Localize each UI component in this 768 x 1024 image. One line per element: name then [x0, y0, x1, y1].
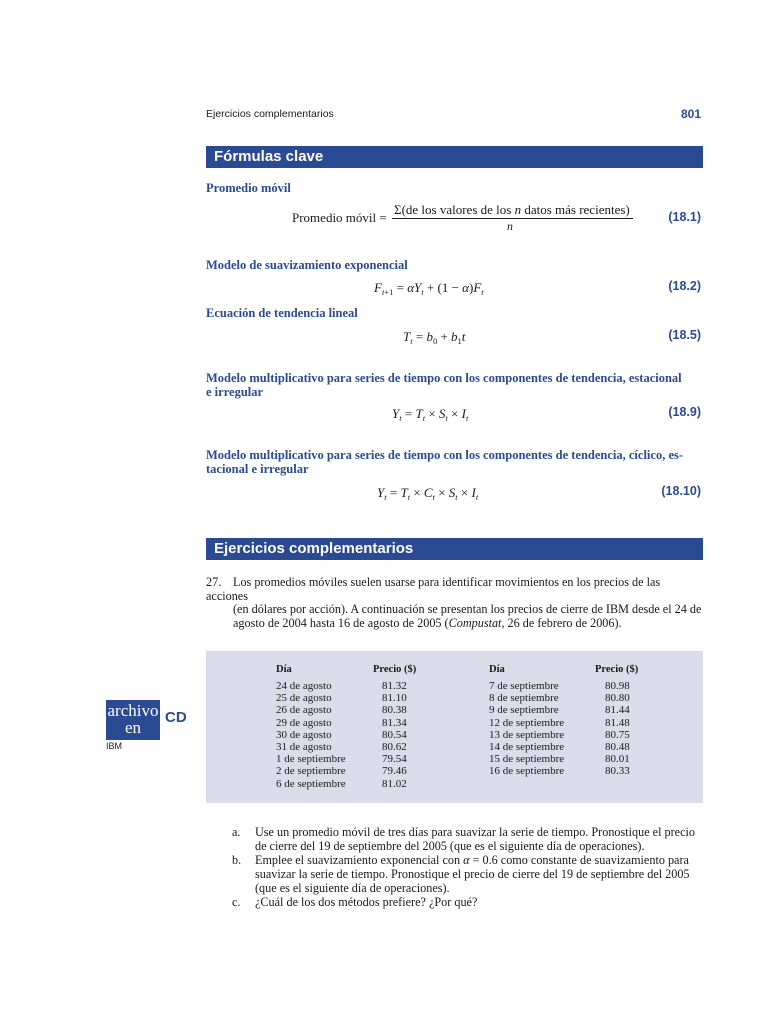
table-row: 2 de septiembre 79.46: [276, 765, 407, 778]
equation-exponential-smoothing: $F_{t+1} = \alpha Y_t + (1 - \alpha)F_t$: [374, 280, 484, 297]
equation-number: (18.10): [661, 484, 701, 498]
formula-heading-multiplicative-tsi-cont: e irregular: [206, 385, 264, 399]
exercise-27-text: 27. Los promedios móviles suelen usarse para identificar movimientos en los precios de las acciones (en dólares por acción). A continuación se presentan los precios de cierre de IBM desde el 24 de agosto de 2004 hasta 16 de agosto de 2005 (Compustat, 26 de febrero de 2006).: [206, 575, 702, 630]
table-row: 30 de agosto 80.54: [276, 728, 407, 741]
equation-number: (18.1): [668, 210, 701, 224]
table-row: 13 de septiembre 80.75: [489, 728, 630, 741]
section-title-formulas: Fórmulas clave: [206, 146, 703, 168]
table-left-column: [276, 680, 407, 790]
equation-multiplicative-tcsi: $Y_t = T_t \times C_t \times S_t \times I_t$: [377, 485, 479, 502]
table-header-day: Día: [276, 664, 292, 675]
table-row: 15 de septiembre 80.01: [489, 753, 630, 766]
table-header-price: Precio ($): [373, 664, 417, 675]
table-header-price: Precio ($): [595, 664, 639, 675]
table-right-column: [489, 680, 630, 778]
exercise-number: 27.: [206, 575, 222, 589]
part-a-text: Use un promedio móvil de tres días para suavizar la serie de tiempo. Pronostique el precio de cierre del 19 de septiembre del 2005 (que es el siguiente día de operaciones).: [255, 825, 695, 853]
formula-heading-exponential: Modelo de suavizamiento exponencial: [206, 258, 408, 272]
table-row: 25 de agosto 81.10: [276, 692, 407, 705]
table-row: 14 de septiembre 80.48: [489, 741, 630, 754]
table-row: 24 de agosto 81.32: [276, 680, 407, 692]
moving-average-lhs: Promedio móvil =: [292, 210, 387, 225]
running-head: Ejercicios complementarios: [206, 108, 334, 120]
table-row: 9 de septiembre 81.44: [489, 704, 630, 717]
cd-file-name: IBM: [106, 741, 123, 751]
part-label: a.: [232, 825, 241, 839]
formula-heading-linear-trend: Ecuación de tendencia lineal: [206, 306, 358, 320]
equation-number: (18.5): [668, 328, 701, 342]
source-citation: Compustat: [448, 615, 502, 630]
table-row: 1 de septiembre 79.54: [276, 753, 407, 766]
table-row: 7 de septiembre 80.98: [489, 680, 630, 692]
table-row: 31 de agosto 80.62: [276, 741, 407, 754]
formula-heading-multiplicative-tcsi: Modelo multiplicativo para series de tiempo con los componentes de tendencia, cíclico, es-: [206, 448, 684, 462]
page-number: 801: [680, 107, 701, 121]
table-row: 8 de septiembre 80.80: [489, 692, 630, 705]
table-row: 26 de agosto 80.38: [276, 704, 407, 717]
table-row: 16 de septiembre 80.33: [489, 765, 630, 778]
table-row: 29 de agosto 81.34: [276, 716, 407, 729]
section-title-exercises: Ejercicios complementarios: [206, 538, 703, 560]
part-c-text: ¿Cuál de los dos métodos prefiere? ¿Por qué?: [255, 895, 478, 909]
equation-number: (18.9): [668, 405, 701, 419]
table-row: 6 de septiembre 81.02: [276, 777, 407, 790]
equation-number: (18.2): [668, 279, 701, 293]
part-label: b.: [232, 853, 242, 867]
moving-average-numerator: Σ(de los valores de los n datos más recientes): [394, 202, 630, 217]
cd-file-badge: archivo en: [106, 700, 160, 740]
cd-label: CD: [165, 709, 187, 726]
formula-heading-moving-average: Promedio móvil: [206, 181, 291, 195]
part-b-text: Emplee el suavizamiento exponencial con α = 0.6 como constante de suavizamiento para suavizar la serie de tiempo. Pronostique el precio de cierre del 19 de septiembre del 2005 (que es el siguiente día de operaciones).: [255, 853, 690, 895]
formula-heading-multiplicative-tcsi-cont: tacional e irregular: [206, 462, 309, 476]
equation-linear-trend: $T_t = b_0 + b_1t$: [403, 329, 466, 346]
equation-multiplicative-tsi: $Y_t = T_t \times S_t \times I_t$: [392, 406, 469, 423]
formula-heading-multiplicative-tsi: Modelo multiplicativo para series de tiempo con los componentes de tendencia, estacional: [206, 371, 682, 385]
table-row: 12 de septiembre 81.48: [489, 716, 630, 729]
part-label: c.: [232, 895, 241, 909]
moving-average-denominator: n: [507, 219, 513, 233]
table-header-day: Día: [489, 664, 505, 675]
